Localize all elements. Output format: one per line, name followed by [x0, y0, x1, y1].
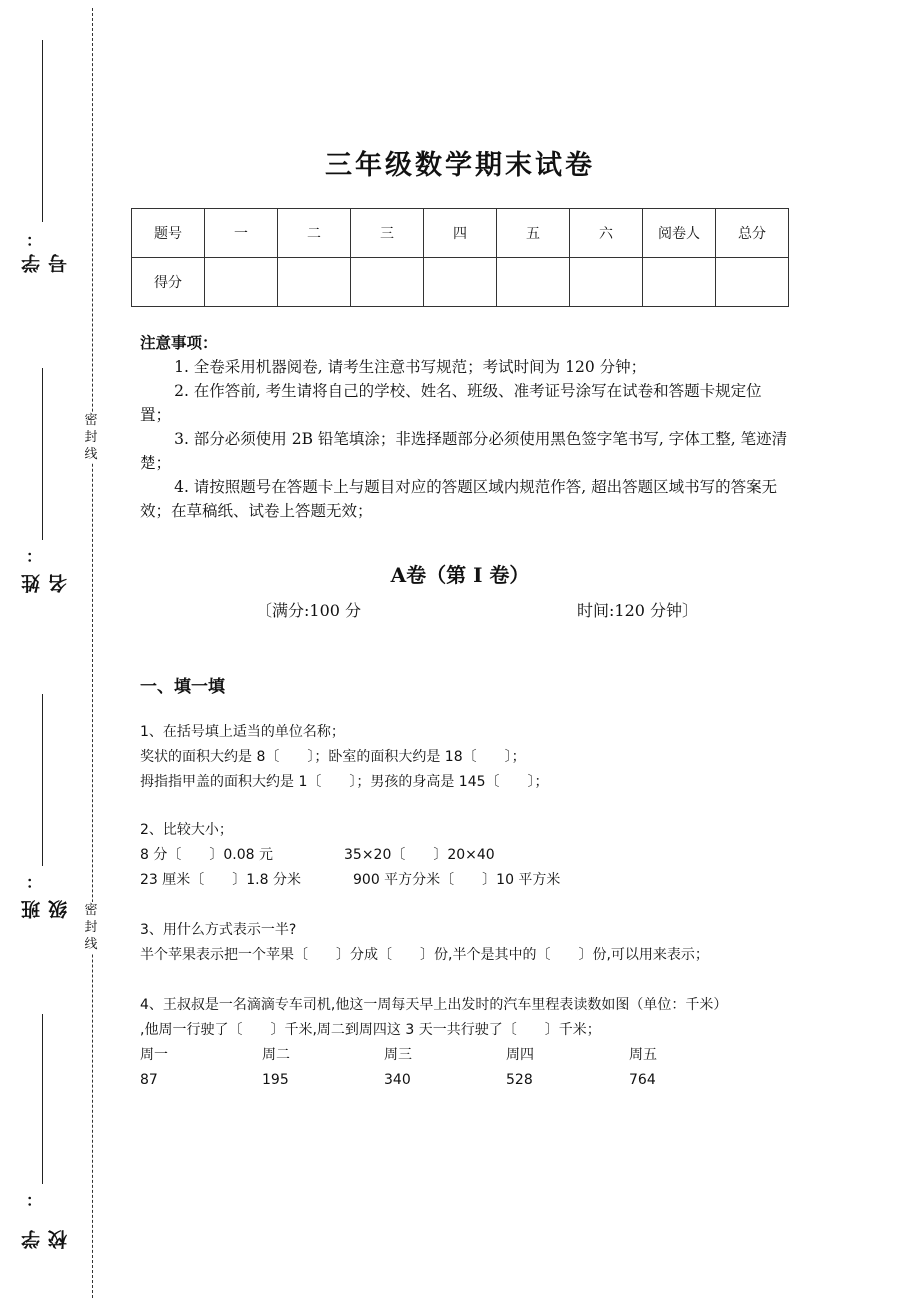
score-input-cell[interactable]	[278, 258, 351, 307]
note-item: 4. 请按照题号在答题卡上与题目对应的答题区域内规范作答, 超出答题区域书写的答案无效；在草稿纸、试卷上答题无效；	[140, 478, 778, 520]
time-info: 时间:120 分钟〕	[577, 601, 699, 620]
score-table	[131, 208, 789, 307]
note-item: 1. 全卷采用机器阅卷, 请考生注意书写规范；考试时间为 120 分钟；	[174, 358, 647, 376]
page-title: 三年级数学期末试卷	[325, 150, 595, 181]
odometer-reading: 87	[140, 1072, 158, 1088]
question-3-line-1[interactable]: 半个苹果表示把一个苹果〔 〕分成〔 〕份,半个是其中的〔 〕份,可以用来表示；	[140, 947, 709, 963]
notes-heading: 注意事项：	[140, 333, 218, 352]
score-input-cell[interactable]	[716, 258, 789, 307]
compare-item-d[interactable]: 900 平方分米〔 〕10 平方米	[353, 872, 561, 888]
score-header-cell: 二	[278, 209, 351, 258]
compare-item-a[interactable]: 8 分〔 〕0.08 元	[140, 847, 273, 863]
score-header-cell: 阅卷人	[643, 209, 716, 258]
score-header-cell: 四	[424, 209, 497, 258]
school-label: 学校	[21, 1224, 70, 1249]
student-id-label: 学号	[21, 248, 70, 273]
question-1-line-1[interactable]: 奖状的面积大约是 8〔 〕；卧室的面积大约是 18〔 〕；	[140, 749, 526, 765]
score-header-cell: 六	[570, 209, 643, 258]
question-1	[140, 720, 800, 795]
question-2	[140, 818, 800, 893]
student-id-underline[interactable]	[42, 40, 43, 222]
compare-item-c[interactable]: 23 厘米〔 〕1.8 分米	[140, 872, 301, 888]
score-header-cell: 一	[205, 209, 278, 258]
score-input-cell[interactable]	[424, 258, 497, 307]
score-table-header-row	[132, 209, 789, 258]
score-input-cell[interactable]	[351, 258, 424, 307]
seal-text-bottom: 密封线	[82, 902, 100, 953]
student-id-colon: ：	[26, 231, 43, 250]
note-item: 3. 部分必须使用 2B 铅笔填涂；非选择题部分必须使用黑色签字笔书写, 字体工整, 笔迹清楚；	[140, 430, 788, 472]
name-label: 姓名	[21, 568, 70, 593]
day-label: 周二	[262, 1047, 290, 1063]
class-label: 班级	[21, 894, 70, 919]
school-colon: ：	[26, 1191, 43, 1210]
question-1-line-2[interactable]: 拇指指甲盖的面积大约是 1〔 〕；男孩的身高是 145〔 〕；	[140, 774, 549, 790]
day-label: 周三	[384, 1047, 412, 1063]
name-colon: ：	[26, 547, 43, 566]
question-4-stem: 4、王叔叔是一名滴滴专车司机,他这一周每天早上出发时的汽车里程表读数如图（单位：千米）	[140, 997, 728, 1013]
question-3-stem: 3、用什么方式表示一半?	[140, 922, 297, 938]
score-header-cell: 总分	[716, 209, 789, 258]
score-input-cell[interactable]	[497, 258, 570, 307]
score-row-label: 得分	[132, 258, 205, 307]
notes-section	[140, 331, 790, 523]
score-header-cell: 五	[497, 209, 570, 258]
question-3	[140, 918, 800, 968]
class-colon: ：	[26, 873, 43, 892]
seal-text-top: 密封线	[82, 412, 100, 463]
compare-item-b[interactable]: 35×20〔 〕20×40	[344, 847, 495, 863]
odometer-reading: 764	[629, 1072, 656, 1088]
school-underline[interactable]	[42, 1014, 43, 1184]
question-4	[140, 993, 800, 1093]
odometer-days-row	[140, 1043, 800, 1068]
score-input-cell[interactable]	[643, 258, 716, 307]
name-underline[interactable]	[42, 368, 43, 540]
question-2-row-2	[140, 868, 800, 893]
section-a-title: A卷（第 I 卷）	[390, 563, 530, 587]
day-label: 周四	[506, 1047, 534, 1063]
day-label: 周五	[629, 1047, 657, 1063]
class-underline[interactable]	[42, 694, 43, 866]
odometer-reading: 195	[262, 1072, 289, 1088]
question-2-row-1	[140, 843, 800, 868]
score-header-cell: 三	[351, 209, 424, 258]
score-header-cell: 题号	[132, 209, 205, 258]
score-input-cell[interactable]	[570, 258, 643, 307]
seal-dashed-line	[92, 8, 93, 1298]
question-1-stem: 1、在括号填上适当的单位名称；	[140, 724, 345, 740]
day-label: 周一	[140, 1047, 168, 1063]
note-item: 2. 在作答前, 考生请将自己的学校、姓名、班级、准考证号涂写在试卷和答题卡规定位置；	[140, 382, 762, 424]
score-table-score-row	[132, 258, 789, 307]
part-one-title: 一、填一填	[140, 677, 225, 697]
odometer-reading: 340	[384, 1072, 411, 1088]
odometer-readings-row	[140, 1068, 800, 1093]
odometer-reading: 528	[506, 1072, 533, 1088]
score-input-cell[interactable]	[205, 258, 278, 307]
full-score-info: 〔满分:100 分	[256, 601, 362, 620]
question-4-line-2[interactable]: ,他周一行驶了〔 〕千米,周二到周四这 3 天一共行驶了〔 〕千米；	[140, 1022, 601, 1038]
question-2-stem: 2、比较大小；	[140, 822, 233, 838]
